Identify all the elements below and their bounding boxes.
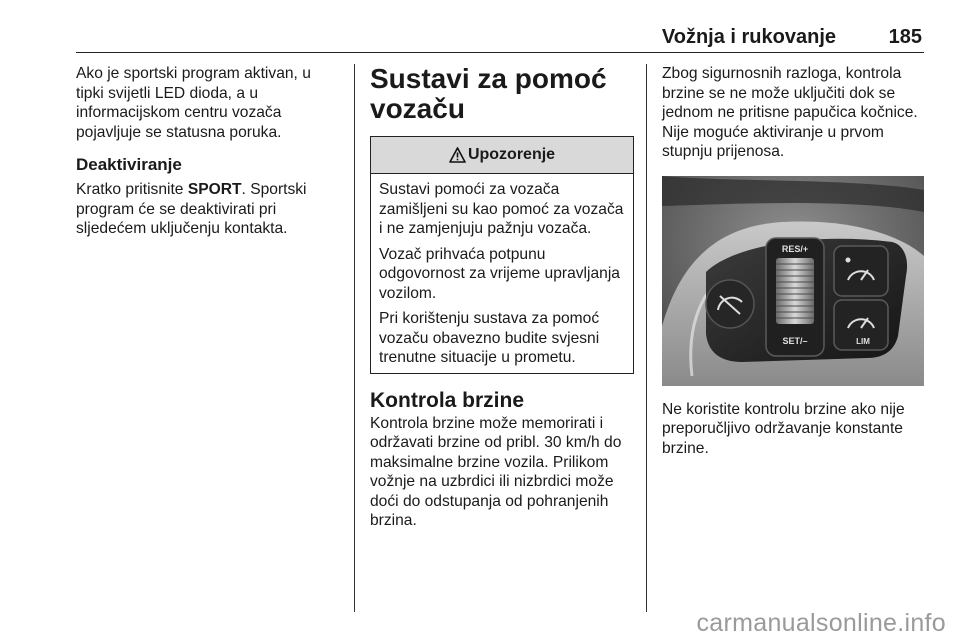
deactivate-prefix: Kratko pritisnite [76, 181, 188, 198]
chapter-title-line2: vozaču [370, 93, 465, 124]
column-divider [354, 64, 355, 612]
steering-wheel-controls-photo [662, 176, 924, 386]
cruise-control-text: Kontrola brzine može memorirati i održavati brzine od pribl. 30 km/h do maksimalne brzine vozila. Prilikom vožnje na uzbrdici ili nizbrdici može doći do odstupanja od pohranjenih brzina. [370, 414, 622, 529]
deactivate-text [76, 180, 338, 239]
warning-triangle-icon [449, 147, 466, 163]
warning-body [371, 174, 633, 373]
deactivate-heading: Deaktiviranje [76, 155, 182, 174]
deactivate-suffix: . Sportski program će se deaktivirati pri sljedećem uključenju kontakta. [76, 181, 307, 237]
column-right [662, 64, 924, 458]
warning-paragraph: Pri korištenju sustava za pomoć vozaču obavezno budite svjesni trenutne situacije u prometu. [379, 310, 600, 366]
column-middle [370, 64, 634, 531]
warning-header [371, 137, 633, 174]
set-minus-label: SET/– [782, 335, 808, 346]
sport-intro-text: Ako je sportski program aktivan, u tipki svijetli LED dioda, a u informacijskom centru vozača pojavljuje se statusna poruka. [76, 65, 311, 141]
page-header [76, 28, 924, 53]
warning-box [370, 136, 634, 374]
sport-key-label: SPORT [187, 181, 242, 198]
lim-label: LIM [856, 336, 870, 346]
safety-text: Zbog sigurnosnih razloga, kontrola brzine se ne može uključiti dok se jednom ne pritisne papučica kočnice. Nije moguće aktiviranje u prvom stupnju prijenosa. [662, 65, 918, 160]
section-title: Vožnja i rukovanje [661, 26, 836, 48]
chapter-title-line1: Sustavi za pomoć [370, 63, 607, 94]
warning-title: Upozorenje [467, 146, 556, 163]
watermark: carmanualsonline.info [696, 609, 946, 637]
after-photo-text: Ne koristite kontrolu brzine ako nije preporučljivo održavanje konstante brzine. [662, 400, 905, 457]
column-left [76, 64, 338, 239]
page-number: 185 [888, 26, 922, 48]
column-divider [646, 64, 647, 612]
cruise-control-heading: Kontrola brzine [370, 388, 525, 412]
warning-paragraph: Vozač prihvaća potpunu odgovornost za vrijeme upravljanja vozilom. [379, 245, 620, 302]
warning-paragraph: Sustavi pomoći za vozača zamišljeni su kao pomoć za vozača i ne zamjenjuju pažnju vozača. [379, 181, 624, 237]
res-plus-label: RES/+ [781, 243, 809, 254]
chapter-title [370, 64, 634, 124]
